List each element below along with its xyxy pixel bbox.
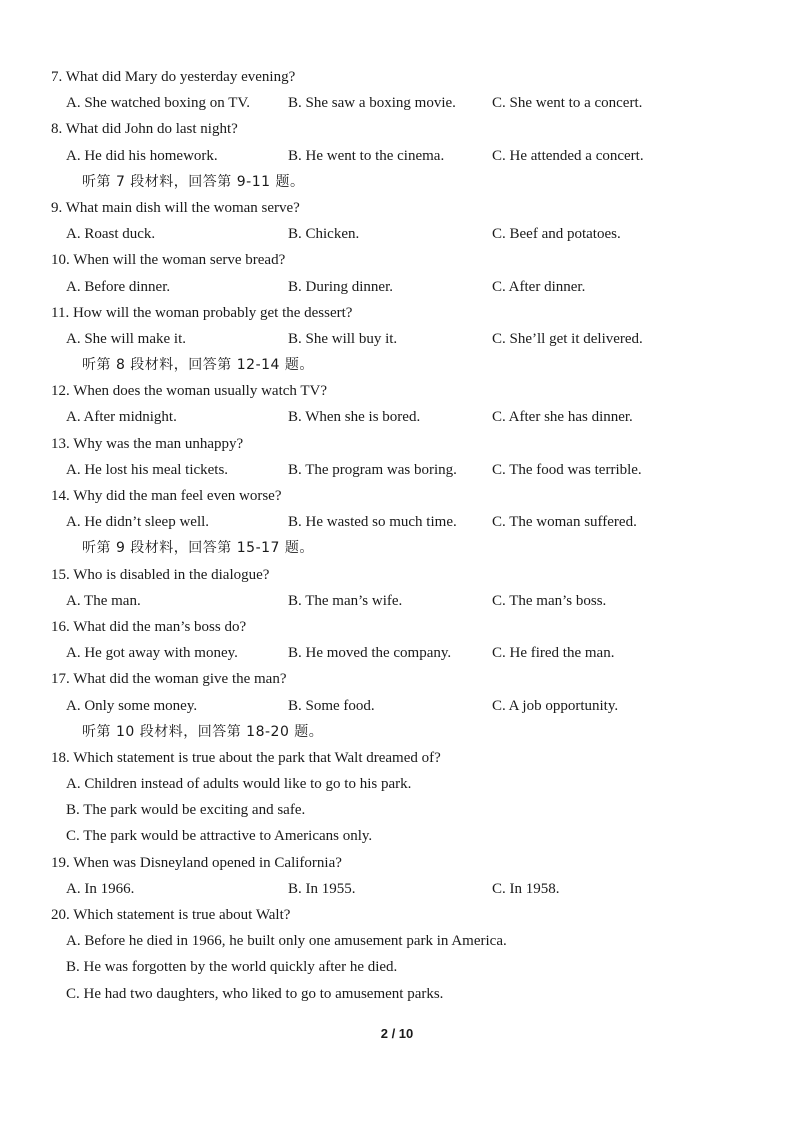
question-20 (0, 902, 794, 928)
option-a: A. He lost his meal tickets. (66, 461, 229, 478)
question-7-options (0, 90, 794, 116)
question-14 (0, 483, 794, 509)
option-a: A. Roast duck. (66, 226, 156, 243)
question-15 (0, 562, 794, 588)
question-text: 8. What did John do last night? (51, 121, 238, 138)
question-15-options (0, 588, 794, 614)
option-c: C. The food was terrible. (492, 461, 642, 478)
section-instruction-7 (0, 169, 794, 195)
option-a: A. She will make it. (66, 330, 186, 347)
option-a: A. Before he died in 1966, he built only one amusement park in America. (66, 933, 507, 950)
question-text: 9. What main dish will the woman serve? (51, 199, 300, 216)
option-b: B. He went to the cinema. (288, 147, 445, 164)
option-a: A. Only some money. (66, 697, 198, 714)
question-11-options (0, 326, 794, 352)
question-9-options (0, 221, 794, 247)
section-instruction-10 (0, 719, 794, 745)
option-b: B. Some food. (288, 697, 375, 714)
option-a: A. In 1966. (66, 880, 135, 897)
question-20-option-a (0, 928, 794, 954)
option-b: B. He wasted so much time. (288, 514, 457, 531)
question-7 (0, 64, 794, 90)
option-c: C. He had two daughters, who liked to go to amusement parks. (66, 985, 444, 1002)
question-13-options (0, 457, 794, 483)
question-18-option-a (0, 771, 794, 797)
option-b: B. He was forgotten by the world quickly after he died. (66, 959, 398, 976)
option-a: A. He did his homework. (66, 147, 218, 164)
option-b: B. The park would be exciting and safe. (66, 802, 306, 819)
section-instruction-9 (0, 535, 794, 561)
option-c: C. The man’s boss. (492, 592, 607, 609)
question-8 (0, 116, 794, 142)
question-text: 14. Why did the man feel even worse? (51, 488, 282, 504)
option-b: B. He moved the company. (288, 645, 452, 662)
question-text: 12. When does the woman usually watch TV? (51, 383, 328, 400)
question-20-option-c (0, 981, 794, 1007)
exam-page (0, 64, 794, 1007)
question-18 (0, 745, 794, 771)
option-a: A. She watched boxing on TV. (66, 95, 251, 112)
option-b: B. In 1955. (288, 880, 356, 897)
option-c: C. He attended a concert. (492, 147, 644, 164)
page-number: 2 / 10 (380, 1026, 414, 1041)
question-12 (0, 378, 794, 404)
question-text: 18. Which statement is true about the park that Walt dreamed of? (51, 749, 441, 766)
question-12-options (0, 404, 794, 430)
question-16-options (0, 640, 794, 666)
question-10-options (0, 274, 794, 300)
section-text: 听第 9 段材料，回答第 15-17 题。 (82, 540, 314, 557)
option-b: B. Chicken. (288, 226, 360, 243)
section-text: 听第 10 段材料，回答第 18-20 题。 (82, 723, 324, 740)
question-10 (0, 247, 794, 273)
option-a: A. Before dinner. (66, 278, 171, 295)
question-text: 7. What did Mary do yesterday evening? (51, 69, 296, 85)
section-text: 听第 7 段材料，回答第 9-11 题。 (82, 173, 305, 190)
question-text: 10. When will the woman serve bread? (51, 252, 286, 269)
question-17-options (0, 693, 794, 719)
question-14-options (0, 509, 794, 535)
question-text: 11. How will the woman probably get the dessert? (51, 304, 353, 321)
question-13 (0, 431, 794, 457)
question-16 (0, 614, 794, 640)
option-c: C. After she has dinner. (492, 409, 633, 426)
option-b: B. During dinner. (288, 278, 393, 295)
question-20-option-b (0, 954, 794, 980)
question-text: 17. What did the woman give the man? (51, 671, 287, 688)
option-a: A. He didn’t sleep well. (66, 514, 210, 531)
option-a: A. He got away with money. (66, 645, 238, 662)
option-c: C. After dinner. (492, 278, 586, 295)
question-19-options (0, 876, 794, 902)
option-c: C. He fired the man. (492, 645, 615, 662)
question-19 (0, 850, 794, 876)
option-c: C. Beef and potatoes. (492, 226, 621, 243)
question-text: 16. What did the man’s boss do? (51, 618, 247, 635)
option-b: B. She saw a boxing movie. (288, 95, 456, 112)
option-b: B. The program was boring. (288, 461, 457, 478)
question-11 (0, 300, 794, 326)
question-9 (0, 195, 794, 221)
question-text: 13. Why was the man unhappy? (51, 435, 244, 452)
option-b: B. She will buy it. (288, 330, 398, 347)
question-17 (0, 666, 794, 692)
question-text: 15. Who is disabled in the dialogue? (51, 566, 270, 583)
option-b: B. When she is bored. (288, 409, 421, 426)
question-18-option-c (0, 823, 794, 849)
option-c: C. The woman suffered. (492, 514, 637, 531)
section-text: 听第 8 段材料，回答第 12-14 题。 (82, 357, 314, 374)
question-text: 19. When was Disneyland opened in California? (51, 854, 342, 871)
option-c: C. She’ll get it delivered. (492, 330, 643, 347)
question-18-option-b (0, 797, 794, 823)
option-a: A. Children instead of adults would like to go to his park. (66, 776, 412, 793)
question-8-options (0, 143, 794, 169)
section-instruction-8 (0, 352, 794, 378)
option-c: C. The park would be attractive to Americans only. (66, 828, 373, 845)
option-c: C. A job opportunity. (492, 697, 619, 714)
option-c: C. In 1958. (492, 880, 560, 897)
question-text: 20. Which statement is true about Walt? (51, 907, 291, 923)
option-c: C. She went to a concert. (492, 95, 643, 112)
option-b: B. The man’s wife. (288, 592, 403, 609)
option-a: A. After midnight. (66, 409, 177, 426)
option-a: A. The man. (66, 592, 141, 609)
